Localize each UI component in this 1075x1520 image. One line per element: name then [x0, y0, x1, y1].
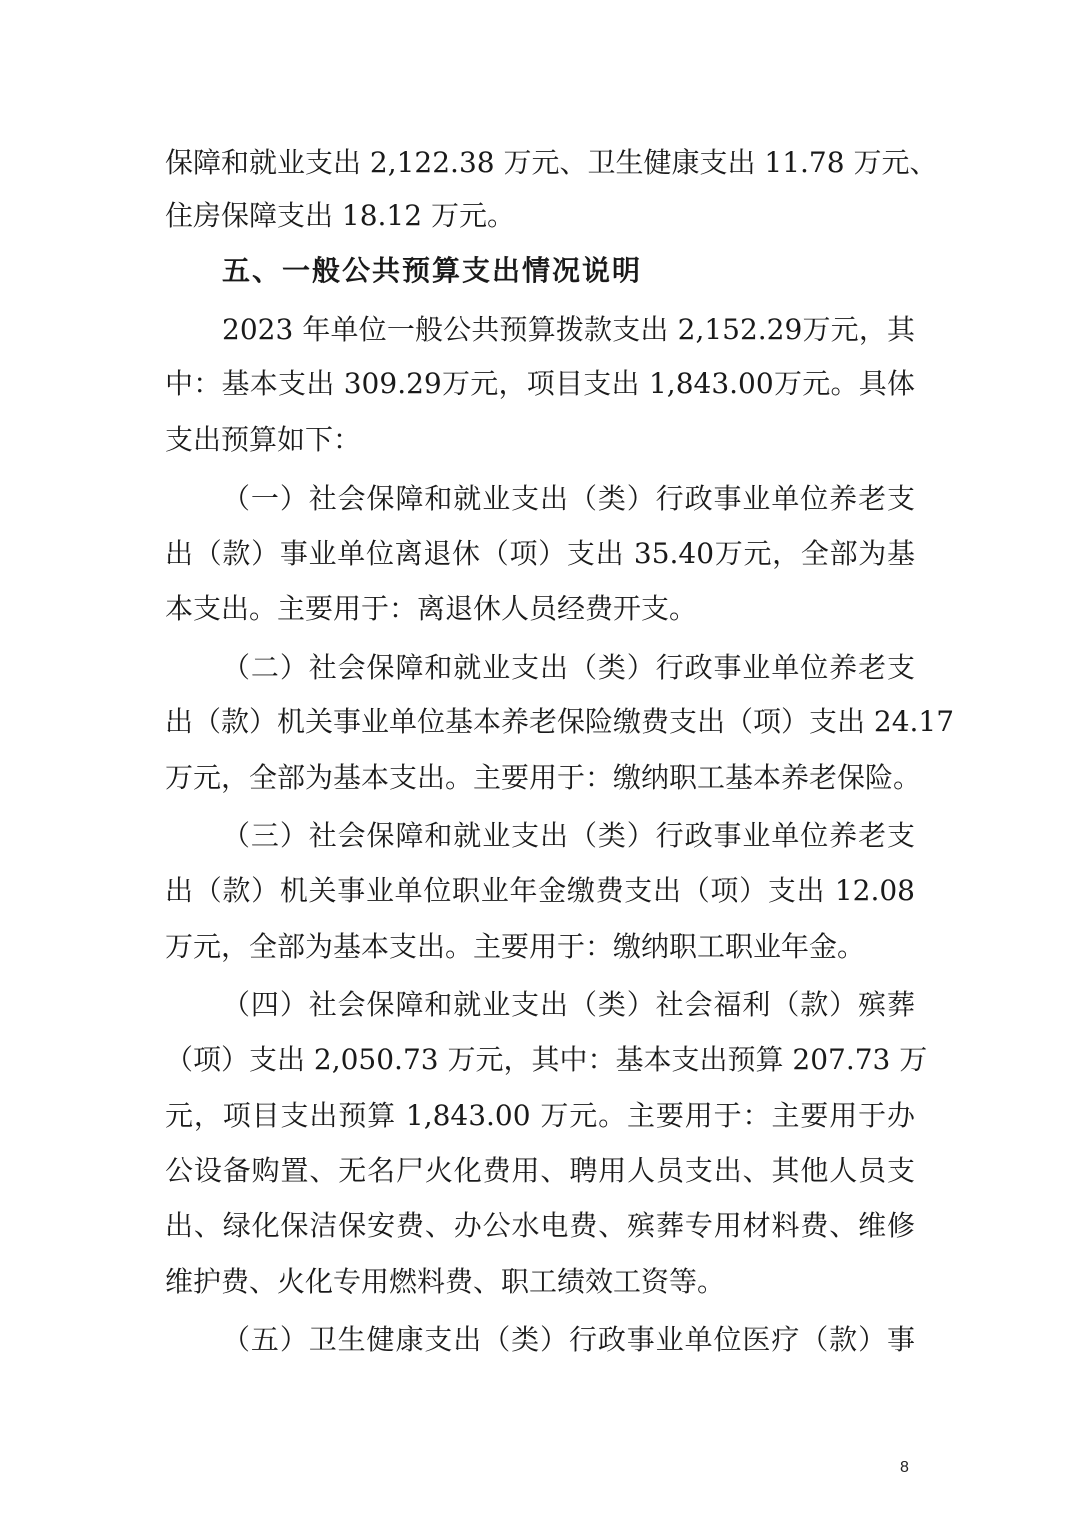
paragraph-line: （五）卫生健康支出（类）行政事业单位医疗（款）事 [222, 1323, 915, 1356]
paragraph-line: （三）社会保障和就业支出（类）行政事业单位养老支 [222, 819, 915, 852]
paragraph-line: 中：基本支出 309.29万元，项目支出 1,843.00万元。具体 [165, 367, 915, 400]
paragraph-line: （项）支出 2,050.73 万元，其中：基本支出预算 207.73 万 [165, 1043, 928, 1076]
paragraph-line: 公设备购置、无名尸火化费用、聘用人员支出、其他人员支 [165, 1154, 915, 1187]
section-heading: 五、一般公共预算支出情况说明 [222, 254, 643, 287]
paragraph-line: 保障和就业支出 2,122.38 万元、卫生健康支出 11.78 万元、 [165, 146, 938, 179]
paragraph-line: （四）社会保障和就业支出（类）社会福利（款）殡葬 [222, 988, 915, 1021]
paragraph-line: 出（款）事业单位离退休（项）支出 35.40万元，全部为基 [165, 537, 915, 570]
paragraph-line: 出（款）机关事业单位基本养老保险缴费支出（项）支出 24.17 [165, 705, 955, 738]
page-number: 8 [900, 1459, 909, 1476]
paragraph-line: 支出预算如下： [165, 423, 362, 456]
paragraph-line: 住房保障支出 18.12 万元。 [165, 199, 515, 232]
paragraph-line: 万元，全部为基本支出。主要用于：缴纳职工职业年金。 [165, 930, 866, 963]
paragraph-line: 万元，全部为基本支出。主要用于：缴纳职工基本养老保险。 [165, 761, 922, 794]
paragraph-line: 2023 年单位一般公共预算拨款支出 2,152.29万元，其 [222, 313, 915, 346]
paragraph-line: （一）社会保障和就业支出（类）行政事业单位养老支 [222, 482, 915, 515]
paragraph-line: 元，项目支出预算 1,843.00 万元。主要用于：主要用于办 [165, 1099, 915, 1132]
paragraph-line: 出（款）机关事业单位职业年金缴费支出（项）支出 12.08 [165, 874, 915, 907]
paragraph-line: （二）社会保障和就业支出（类）行政事业单位养老支 [222, 651, 915, 684]
paragraph-line: 维护费、火化专用燃料费、职工绩效工资等。 [165, 1265, 726, 1298]
paragraph-line: 本支出。主要用于：离退休人员经费开支。 [165, 592, 698, 625]
paragraph-line: 出、绿化保洁保安费、办公水电费、殡葬专用材料费、维修 [165, 1209, 915, 1242]
